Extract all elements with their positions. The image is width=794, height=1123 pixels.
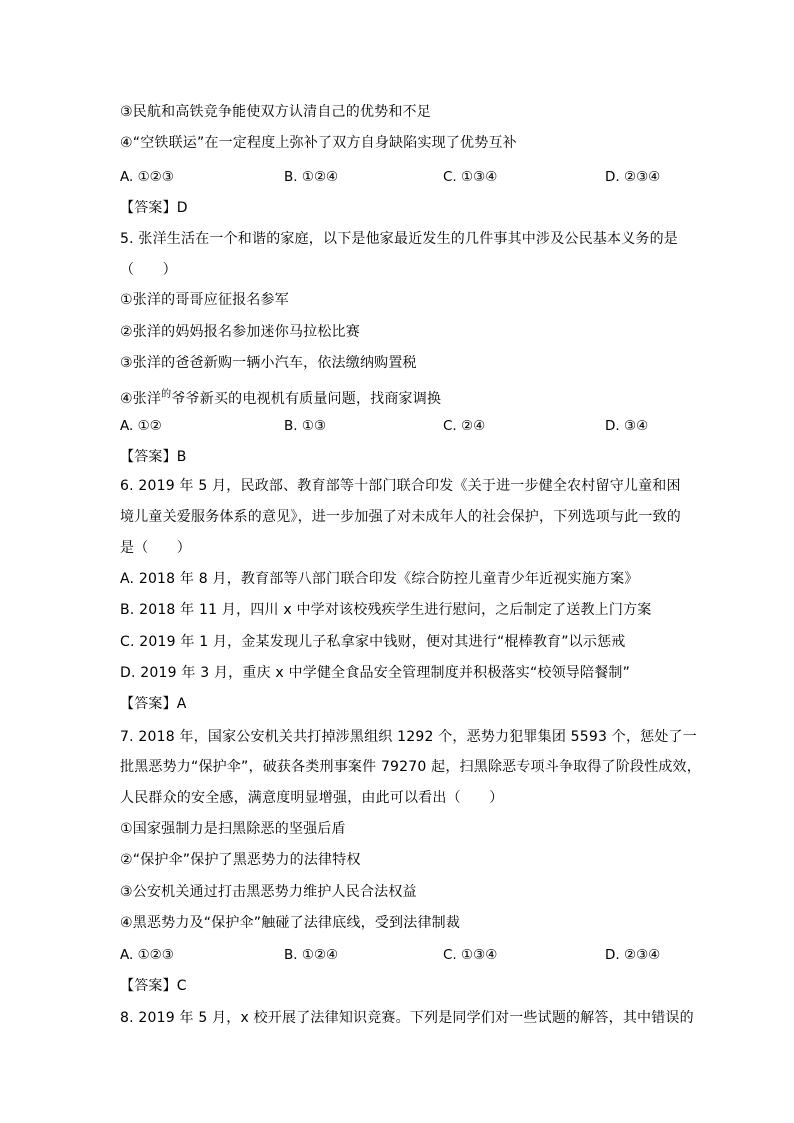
- q7-item-1: ①国家强制力是扫黑除恶的坚强后盾: [120, 821, 346, 837]
- q7-option-c: C. ①③④: [443, 947, 498, 963]
- q6-answer: 【答案】A: [120, 696, 187, 712]
- q6-option-b: B. 2018 年 11 月，四川 x 中学对该校残疾学生进行慰问，之后制定了送教上门方案: [120, 602, 652, 618]
- q4-item-4: ④“空铁联运”在一定程度上弥补了双方自身缺陷实现了优势互补: [120, 135, 517, 151]
- q7-answer: 【答案】C: [120, 978, 187, 994]
- q7-option-d: D. ②③④: [605, 947, 661, 963]
- q8-stem-1: 8. 2019 年 5 月，x 校开展了法律知识竞赛。下列是同学们对一些试题的解答，其中错误的: [120, 1010, 694, 1026]
- q4-option-b: B. ①②④: [284, 169, 339, 185]
- q5-item-1: ①张洋的哥哥应征报名参军: [120, 292, 289, 308]
- q4-answer: 【答案】D: [120, 200, 188, 216]
- q6-option-a: A. 2018 年 8 月，教育部等八部门联合印发《综合防控儿童青少年近视实施方案》: [120, 571, 639, 587]
- q5-item-4: [120, 386, 441, 408]
- q4-item-3: ③民航和高铁竞争能使双方认清自己的优势和不足: [120, 104, 431, 120]
- q4-option-a: A. ①②③: [120, 169, 174, 185]
- q7-stem-2: 批黑恶势力“保护伞”，破获各类刑事案件 79270 起，扫黑除恶专项斗争取得了阶段性成效，: [120, 759, 701, 775]
- q7-item-4: ④黑恶势力及“保护伞”触碰了法律底线，受到法律制裁: [120, 915, 461, 931]
- q7-option-b: B. ①②④: [284, 947, 339, 963]
- q5-option-a: A. ①②: [120, 418, 162, 434]
- q7-stem-3: 人民群众的安全感，满意度明显增强，由此可以看出（ ）: [120, 790, 504, 806]
- q5-option-b: B. ①③: [284, 418, 327, 434]
- q5-item-3: ③张洋的爸爸新购一辆小汽车，依法缴纳购置税: [120, 355, 417, 371]
- q4-option-c: C. ①③④: [443, 169, 498, 185]
- q5-answer: 【答案】B: [120, 449, 187, 465]
- q6-stem-1: 6. 2019 年 5 月，民政部、教育部等十部门联合印发《关于进一步健全农村留守儿童和困: [120, 478, 681, 494]
- q7-item-2: ②“保护伞”保护了黑恶势力的法律特权: [120, 852, 361, 868]
- q6-option-d: D. 2019 年 3 月，重庆 x 中学健全食品安全管理制度并积极落实“校领导陪餐制”: [120, 665, 631, 681]
- q7-option-a: A. ①②③: [120, 947, 174, 963]
- q7-stem-1: 7. 2018 年，国家公安机关共打掉涉黑组织 1292 个，恶势力犯罪集团 5593 个，惩处了一: [120, 729, 697, 745]
- q5-item-4-b: 爷爷新买的电视机有质量问题，找商家调换: [171, 391, 442, 407]
- q5-stem-2: （ ）: [120, 262, 177, 278]
- q5-option-d: D. ③④: [605, 418, 649, 434]
- q5-item-4-a: ④张洋: [120, 391, 162, 407]
- q5-item-4-sup: 的: [161, 389, 172, 400]
- q5-item-2: ②张洋的妈妈报名参加迷你马拉松比赛: [120, 324, 360, 340]
- q4-option-d: D. ②③④: [605, 169, 661, 185]
- q7-item-3: ③公安机关通过打击黑恶势力维护人民合法权益: [120, 884, 417, 900]
- q5-stem-1: 5. 张洋生活在一个和谐的家庭，以下是他家最近发生的几件事其中涉及公民基本义务的是: [120, 231, 679, 247]
- q5-option-c: C. ②④: [443, 418, 486, 434]
- q6-stem-3: 是（ ）: [120, 540, 191, 556]
- q6-stem-2: 境儿童关爱服务体系的意见》，进一步加强了对未成年人的社会保护，下列选项与此一致的: [120, 509, 681, 525]
- q6-option-c: C. 2019 年 1 月，金某发现儿子私拿家中钱财，便对其进行“棍棒教育”以示惩戒: [120, 634, 626, 650]
